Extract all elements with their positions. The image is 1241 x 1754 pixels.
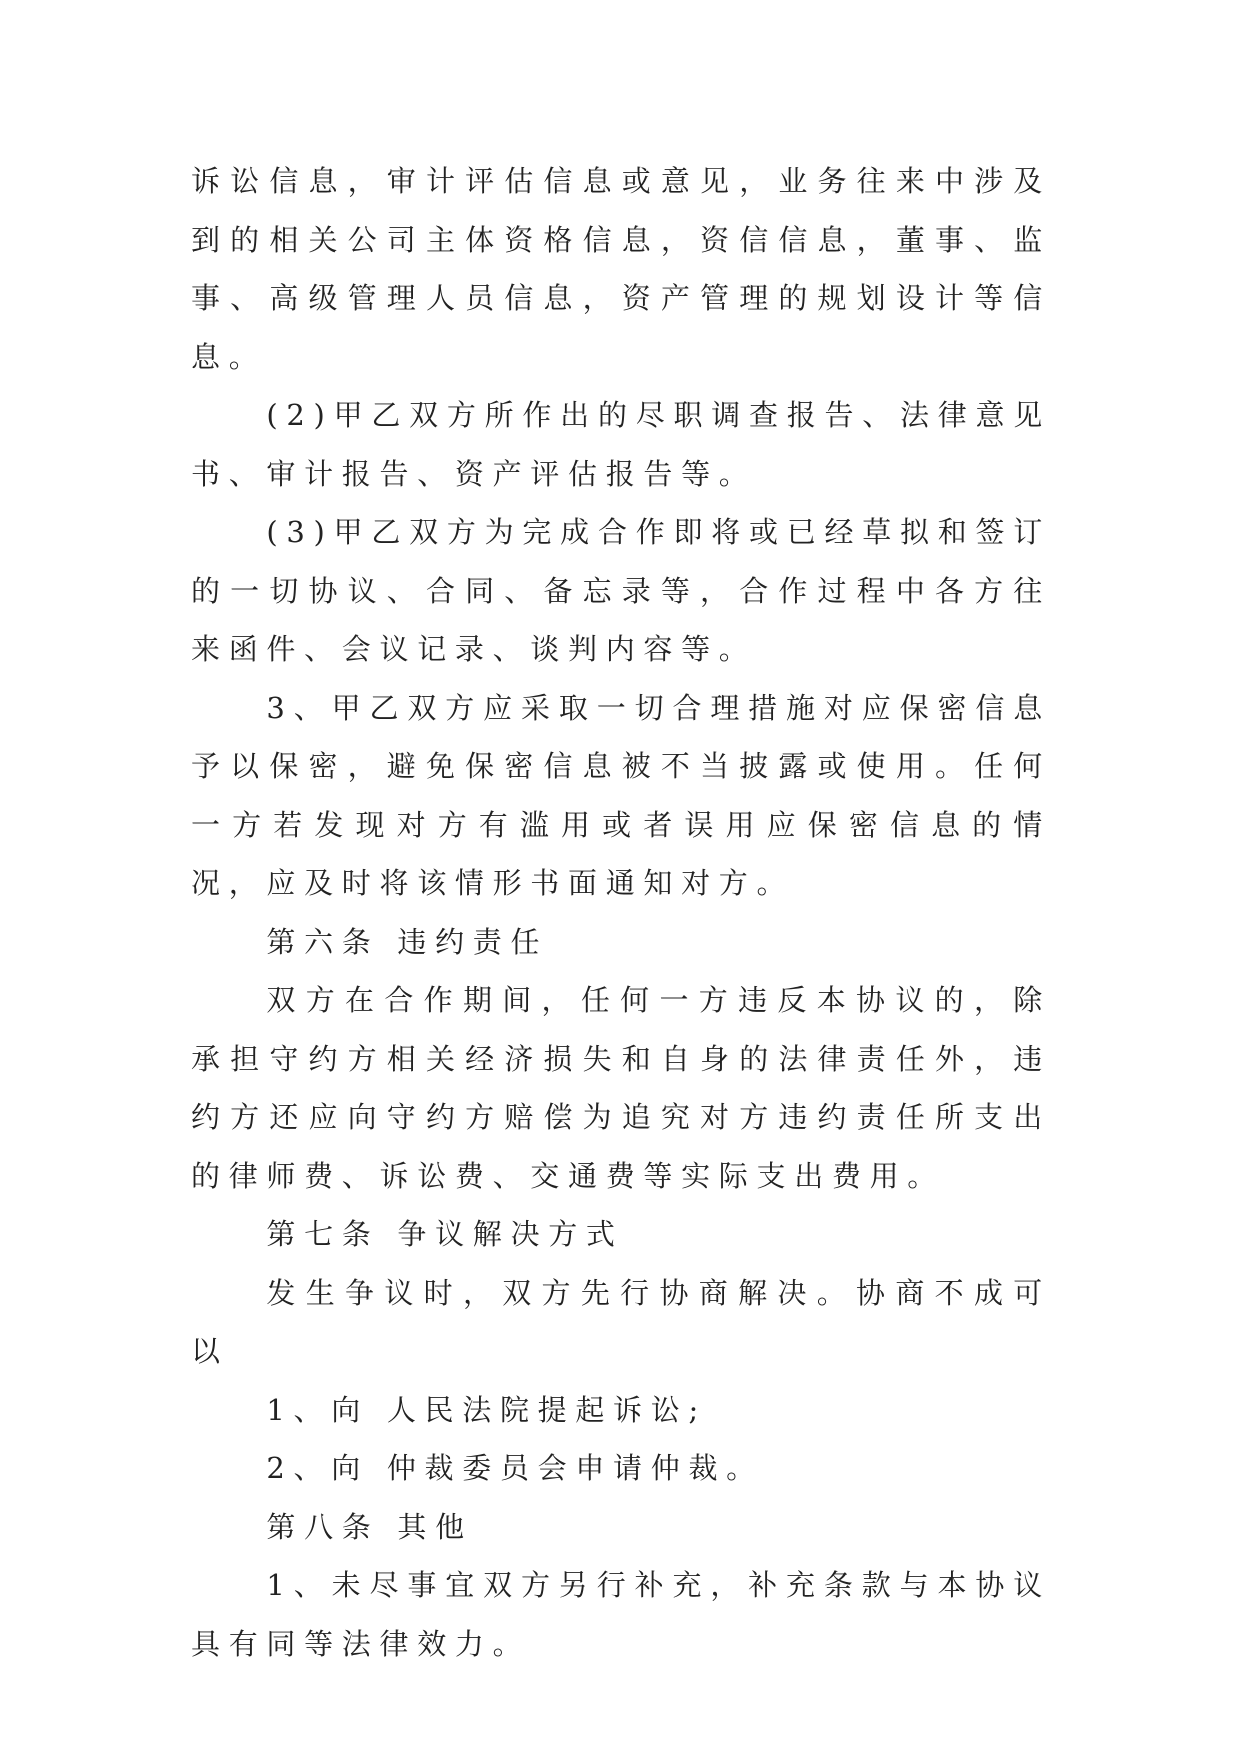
- paragraph-confidential-info-continued: 诉讼信息，审计评估信息或意见，业务往来中涉及到的相关公司主体资格信息，资信信息，董事、监事、高级管理人员信息，资产管理的规划设计等信息。: [191, 164, 1051, 374]
- paragraph-dispute-option-arbitration: 2、向 仲裁委员会申请仲裁。: [266, 1451, 764, 1485]
- paragraph-item-3-agreements: (3)甲乙双方为完成合作即将或已经草拟和签订的一切协议、合同、备忘录等，合作过程中各方往来函件、会议记录、谈判内容等。: [191, 515, 1051, 666]
- paragraph-clause-3-confidentiality-measures: 3、甲乙双方应采取一切合理措施对应保密信息予以保密，避免保密信息被不当披露或使用。任何一方若发现对方有滥用或者误用应保密信息的情况，应及时将该情形书面通知对方。: [191, 690, 1051, 900]
- paragraph-item-2-reports: (2)甲乙双方所作出的尽职调查报告、法律意见书、审计报告、资产评估报告等。: [191, 398, 1051, 491]
- article-7-heading: 第七条 争议解决方式: [266, 1217, 624, 1251]
- document-body: [191, 152, 1051, 1673]
- article-8-heading: 第八条 其他: [266, 1509, 473, 1544]
- paragraph-dispute-negotiation: 发生争议时，双方先行协商解决。协商不成可以: [191, 1275, 1051, 1368]
- paragraph-breach-liability: 双方在合作期间，任何一方违反本协议的，除承担守约方相关经济损失和自身的法律责任外，违约方还应向守约方赔偿为追究对方违约责任所支出的律师费、诉讼费、交通费等实际支出费用。: [191, 983, 1051, 1193]
- paragraph-supplementary-terms: 1、未尽事宜双方另行补充，补充条款与本协议具有同等法律效力。: [191, 1568, 1051, 1661]
- article-6-heading: 第六条 违约责任: [266, 924, 549, 959]
- paragraph-dispute-option-court: 1、向 人民法院提起诉讼;: [266, 1392, 707, 1427]
